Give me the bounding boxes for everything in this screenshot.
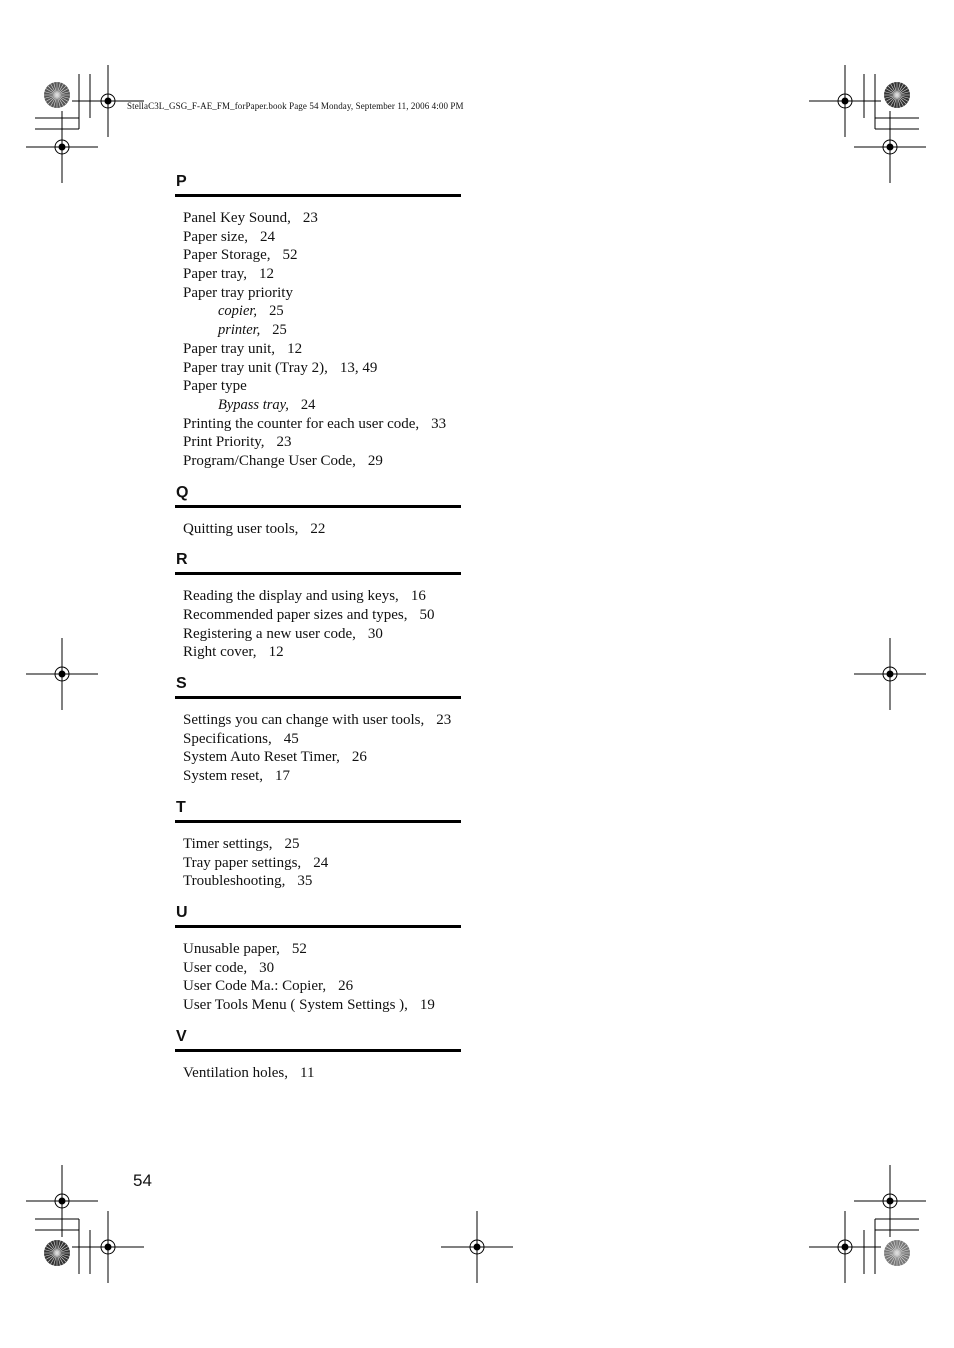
- entry-term: Paper tray unit,: [183, 340, 276, 357]
- entry-term: Quitting user tools,: [183, 520, 299, 537]
- index-entry: [175, 340, 461, 359]
- entry-term: Paper tray,: [183, 266, 247, 283]
- color-rosette: [44, 1240, 70, 1266]
- color-rosette: [884, 1240, 910, 1266]
- entry-pages: 13, 49: [339, 359, 378, 376]
- entry-pages: 45: [283, 730, 299, 747]
- index-entry: [175, 977, 461, 996]
- index-section-r: [175, 550, 461, 674]
- entry-pages: 26: [351, 749, 367, 766]
- index-section-v: [175, 1027, 461, 1095]
- entry-term: printer,: [218, 322, 261, 339]
- index-entry: [175, 959, 461, 978]
- entry-term: System Auto Reset Timer,: [183, 749, 340, 766]
- entry-term: Registering a new user code,: [183, 625, 356, 642]
- index-entry: [175, 265, 461, 284]
- entry-pages: 24: [313, 854, 329, 871]
- entry-term: User code,: [183, 959, 248, 976]
- index-section-u: [175, 903, 461, 1027]
- entry-term: Paper tray unit (Tray 2),: [183, 359, 328, 376]
- entry-pages: 16: [410, 588, 426, 605]
- color-rosette: [884, 82, 910, 108]
- section-rule: [175, 505, 461, 508]
- entry-pages: 33: [431, 415, 447, 432]
- entry-term: Print Priority,: [183, 434, 265, 451]
- entry-term: Settings you can change with user tools,: [183, 712, 425, 729]
- page-number: 54: [133, 1171, 152, 1190]
- entry-pages: 12: [268, 644, 284, 661]
- entry-pages: 26: [338, 978, 354, 995]
- entry-pages: 22: [310, 520, 326, 537]
- entry-term: Paper type: [183, 378, 247, 395]
- entry-term: Right cover,: [183, 644, 257, 661]
- index-entry: [175, 767, 461, 786]
- section-letter: R: [176, 551, 188, 569]
- index-entry: [175, 748, 461, 767]
- section-letter: V: [176, 1027, 187, 1045]
- index-section-s: [175, 674, 461, 798]
- index-entry: [175, 209, 461, 228]
- index-entry: [175, 711, 461, 730]
- index-entry: [175, 643, 461, 662]
- entry-pages: 12: [287, 340, 303, 357]
- entry-term: Tray paper settings,: [183, 854, 302, 871]
- index-entry: [175, 587, 461, 606]
- entry-term: Paper size,: [183, 228, 248, 245]
- entry-pages: 52: [282, 247, 298, 264]
- index-entry: [175, 606, 461, 625]
- section-letter: S: [176, 675, 187, 693]
- section-letter: T: [176, 798, 186, 816]
- index-section-t: [175, 798, 461, 903]
- entry-pages: 19: [419, 996, 435, 1013]
- index-entry: [175, 377, 461, 396]
- index-entry: [175, 835, 461, 854]
- entry-pages: 24: [259, 228, 275, 245]
- index-subentry: [175, 321, 461, 340]
- entry-term: Troubleshooting,: [183, 873, 286, 890]
- index-entry: [175, 246, 461, 265]
- entry-pages: 52: [291, 940, 307, 957]
- entry-term: Paper tray priority: [183, 284, 293, 301]
- index-subentry: [175, 396, 461, 415]
- entry-term: Program/Change User Code,: [183, 452, 356, 469]
- entry-term: Printing the counter for each user code,: [183, 415, 420, 432]
- section-rule: [175, 820, 461, 823]
- index-entry: [175, 359, 461, 378]
- entry-pages: 11: [300, 1064, 315, 1081]
- index-subentry: [175, 302, 461, 321]
- index-entry: [175, 996, 461, 1015]
- entry-term: Recommended paper sizes and types,: [183, 607, 408, 623]
- entry-term: User Code Ma.: Copier,: [183, 978, 327, 995]
- index-list: [175, 172, 461, 1094]
- entry-pages: 29: [367, 452, 383, 469]
- index-entry: [175, 730, 461, 749]
- index-entry: [175, 452, 461, 471]
- section-rule: [175, 1049, 461, 1052]
- index-section-p: [175, 172, 461, 483]
- section-letter: P: [176, 173, 187, 190]
- index-entry: [175, 940, 461, 959]
- entry-term: Panel Key Sound,: [183, 210, 291, 226]
- entry-pages: 35: [297, 873, 313, 890]
- entry-pages: 23: [276, 434, 292, 451]
- index-entry: [175, 520, 461, 539]
- entry-pages: 23: [436, 712, 452, 729]
- entry-pages: 25: [269, 303, 284, 320]
- section-rule: [175, 925, 461, 928]
- section-rule: [175, 696, 461, 699]
- index-section-q: [175, 483, 461, 551]
- entry-term: Paper Storage,: [183, 247, 271, 264]
- entry-pages: 24: [300, 396, 316, 413]
- index-entry: [175, 433, 461, 452]
- entry-pages: 30: [259, 959, 275, 976]
- header-note: StellaC3L_GSG_F-AE_FM_forPaper.book Page 54 Monday, September 11, 2006 4:00 PM: [127, 101, 464, 111]
- index-entry: [175, 1064, 461, 1083]
- entry-term: copier,: [218, 303, 258, 320]
- section-rule: [175, 194, 461, 197]
- entry-term: Timer settings,: [183, 835, 273, 852]
- index-entry: [175, 625, 461, 644]
- entry-pages: 23: [302, 210, 318, 226]
- section-letter: U: [176, 903, 188, 921]
- entry-term: Bypass tray,: [218, 396, 289, 413]
- index-entry: [175, 854, 461, 873]
- entry-pages: 25: [284, 835, 300, 852]
- entry-pages: 25: [272, 322, 287, 339]
- entry-term: System reset,: [183, 768, 263, 785]
- entry-pages: 17: [275, 768, 290, 785]
- index-entry: [175, 415, 461, 434]
- index-entry: [175, 228, 461, 247]
- section-rule: [175, 572, 461, 575]
- index-entry: [175, 284, 461, 303]
- color-rosette: [44, 82, 70, 108]
- entry-pages: 50: [419, 607, 435, 623]
- entry-term: Unusable paper,: [183, 940, 280, 957]
- entry-pages: 12: [259, 266, 274, 283]
- entry-term: Specifications,: [183, 730, 272, 747]
- entry-term: Reading the display and using keys,: [183, 588, 399, 605]
- entry-term: User Tools Menu ( System Settings ),: [183, 996, 408, 1013]
- index-entry: [175, 872, 461, 891]
- section-letter: Q: [176, 483, 189, 501]
- entry-term: Ventilation holes,: [183, 1064, 288, 1081]
- entry-pages: 30: [367, 625, 383, 642]
